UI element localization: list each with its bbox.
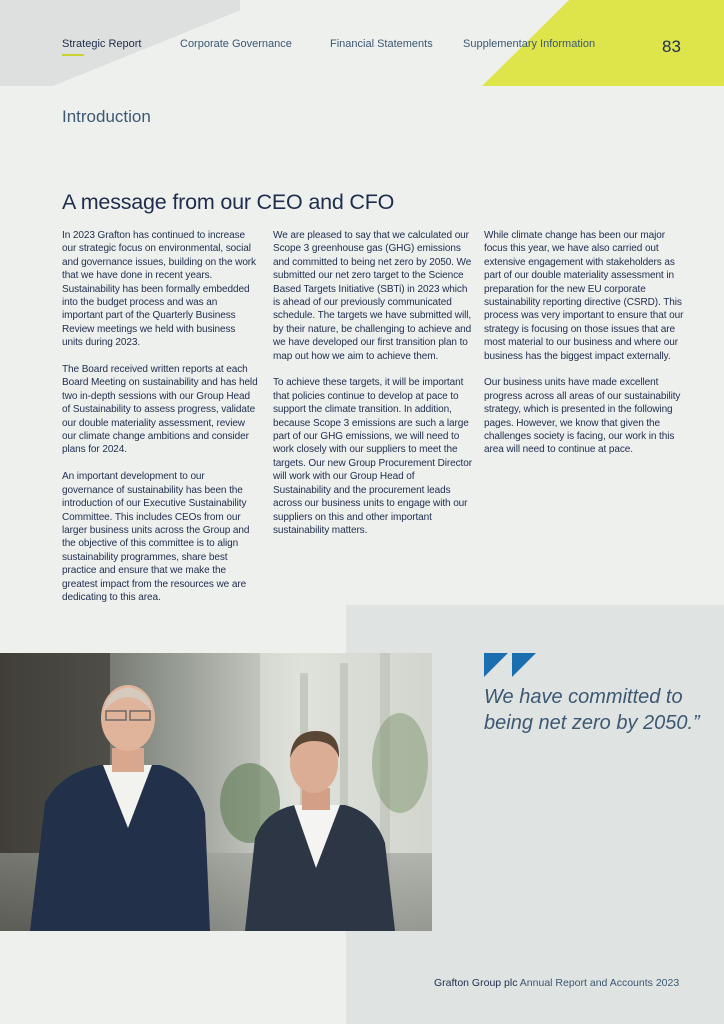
footer <box>434 977 679 989</box>
paragraph: While climate change has been our major focus this year, we have also carried out extensive engagement with stakeholders as part of our double materiality assessment in preparation for the new EU corporate sustainability reporting directive (CSRD). This process was very important to ensure that our strategy is focusing on those issues that are most material to our business and where our business has the biggest impact externally. <box>484 230 684 362</box>
body-column-3 <box>484 229 684 470</box>
paragraph: The Board received written reports at each Board Meeting on sustainability and has held two in-depth sessions with our Group Head of Sustainability to assess progress, validate our double materiality assessment, review our climate change ambitions and consider plans for 2024. <box>62 364 258 456</box>
paragraph: To achieve these targets, it will be important that policies continue to develop at pace to support the climate transition. In addition, because Scope 3 emissions are such a large part of our GHG emissions, we will need to work closely with our suppliers to meet the targets. Our new Group Procurement Director will work with our Group Head of Sustainability and the procurement leads across our business units to engage with our suppliers on this and other important sustainability matters. <box>273 377 472 536</box>
tab-financial-statements[interactable]: Financial Statements <box>330 38 433 50</box>
tab-supplementary-information[interactable]: Supplementary Information <box>463 38 596 50</box>
pull-quote: We have committed to being net zero by 2050.” <box>484 686 700 734</box>
paragraph: An important development to our governance of sustainability has been the introduction of our Executive Sustainability Committee. This includes CEOs from our larger business units across the Group and the objective of this committee is to align sustainability programmes, share best practice and ensure that we make the greatest impact from the resources we are dedicating to this area. <box>62 471 250 603</box>
footer-brand: Grafton Group plc <box>434 977 518 989</box>
page-headline: A message from our CEO and CFO <box>62 190 395 214</box>
footer-title: Annual Report and Accounts 2023 <box>517 977 680 989</box>
tab-strategic-report[interactable]: Strategic Report <box>62 38 180 50</box>
section-title: Introduction <box>62 107 151 126</box>
paragraph: Our business units have made excellent progress across all areas of our sustainability strategy, which is presented in the following pages. However, we know that given the challenges society is facing, our work in this area will need to continue at pace. <box>484 377 681 456</box>
paragraph: In 2023 Grafton has continued to increase our strategic focus on environmental, social and governance issues, building on the work that we have done in recent years. Sustainability has been formally embedded into the budget process and was an important part of the Quarterly Business Review meetings we held with business units during 2023. <box>62 230 256 349</box>
top-navigation <box>62 38 595 50</box>
quote-mark-icon <box>484 653 538 684</box>
body-column-1 <box>62 229 258 618</box>
page-number: 83 <box>662 37 681 56</box>
ceo-cfo-photo <box>0 653 432 931</box>
paragraph: We are pleased to say that we calculated our Scope 3 greenhouse gas (GHG) emissions and committed to being net zero by 2050. We submitted our net zero target to the Science Based Targets Initiative (SBTi) in 2023 which is ahead of our previously communicated schedule. The targets we have submitted will, by their nature, be challenging to achieve and we have developed our first transition plan to map out how we aim to achieve them. <box>273 230 472 362</box>
body-column-2 <box>273 229 473 551</box>
tab-corporate-governance[interactable]: Corporate Governance <box>180 38 292 50</box>
